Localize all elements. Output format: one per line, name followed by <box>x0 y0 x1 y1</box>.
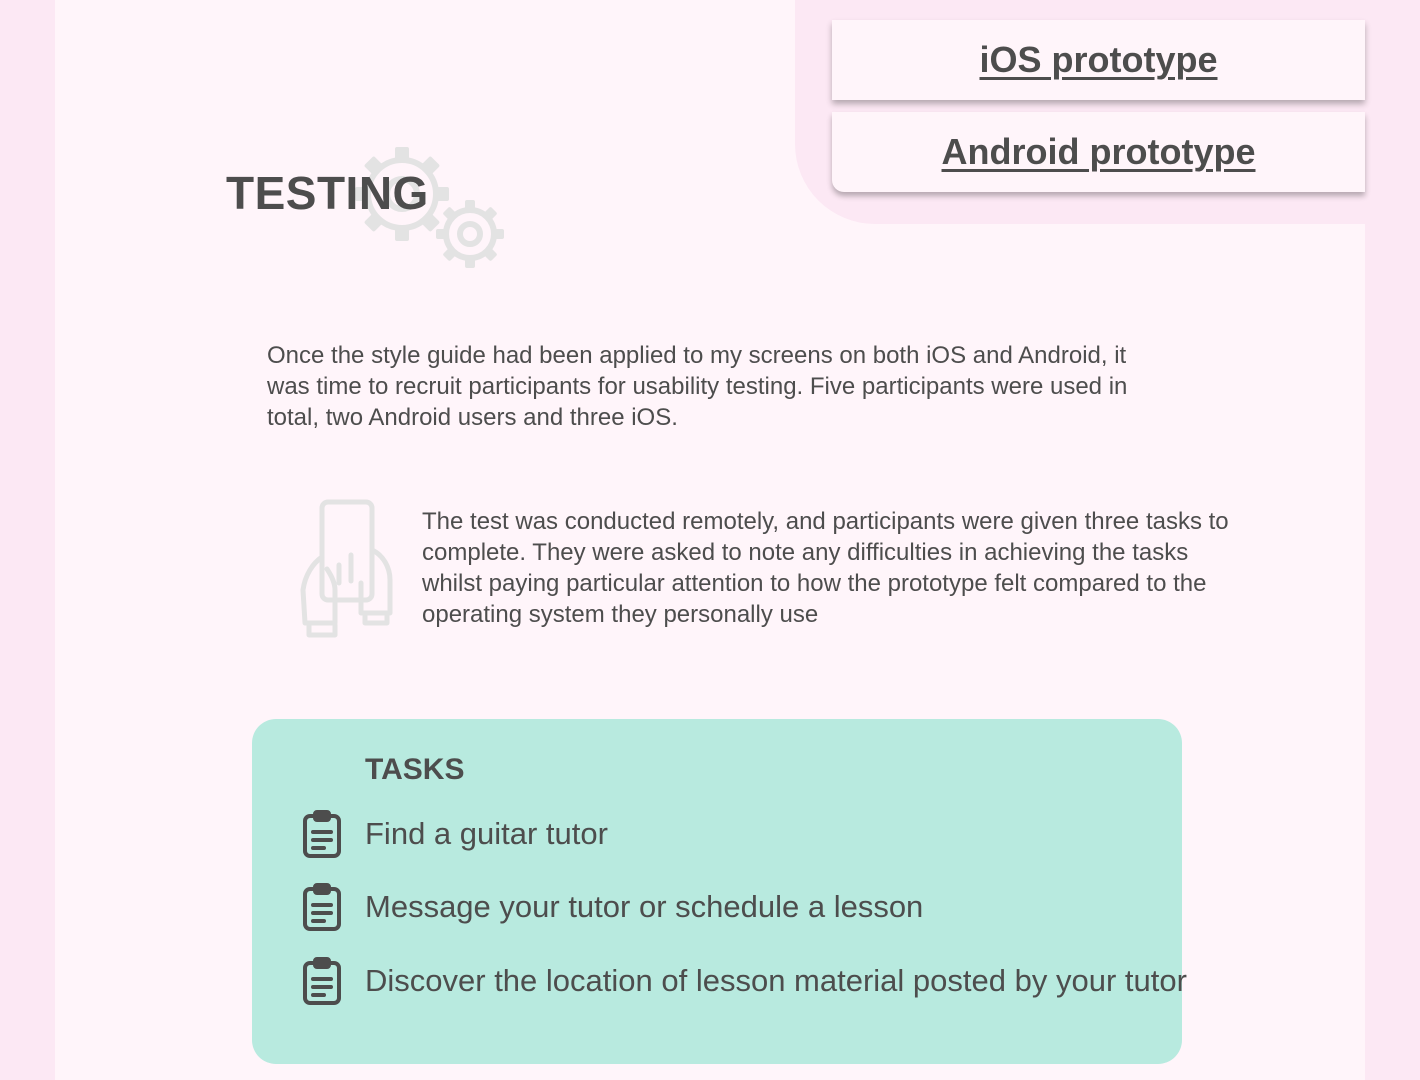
tasks-card <box>252 719 1187 1064</box>
clipboard-icon <box>302 883 342 931</box>
method-paragraph: The test was conducted remotely, and participants were given three tasks to complete. They were asked to note any difficulties in achieving the tasks whilst paying particular attention to how the prototype felt compared to the operating system they personally use <box>422 508 1229 628</box>
task-item <box>302 882 923 932</box>
task-item <box>302 809 608 859</box>
task-label: Message your tutor or schedule a lesson <box>365 889 924 924</box>
android-prototype-link[interactable]: Android prototype <box>941 131 1256 172</box>
clipboard-icon <box>302 810 342 858</box>
task-label: Discover the location of lesson material posted by your tutor <box>365 963 1187 998</box>
clipboard-icon <box>302 957 342 1005</box>
task-label: Find a guitar tutor <box>365 816 608 851</box>
tasks-heading: TASKS <box>365 753 465 786</box>
intro-paragraph: Once the style guide had been applied to my screens on both iOS and Android, it was time to recruit participants for usability testing. Five participants were used in total, two Android users and three iOS. <box>267 342 1128 431</box>
phone-in-hands-icon <box>295 495 400 645</box>
ios-prototype-link[interactable]: iOS prototype <box>979 39 1218 80</box>
task-item <box>302 956 1187 1006</box>
android-prototype-button[interactable] <box>832 112 1365 192</box>
ios-prototype-button[interactable] <box>832 20 1365 100</box>
section-title: TESTING <box>226 167 429 219</box>
